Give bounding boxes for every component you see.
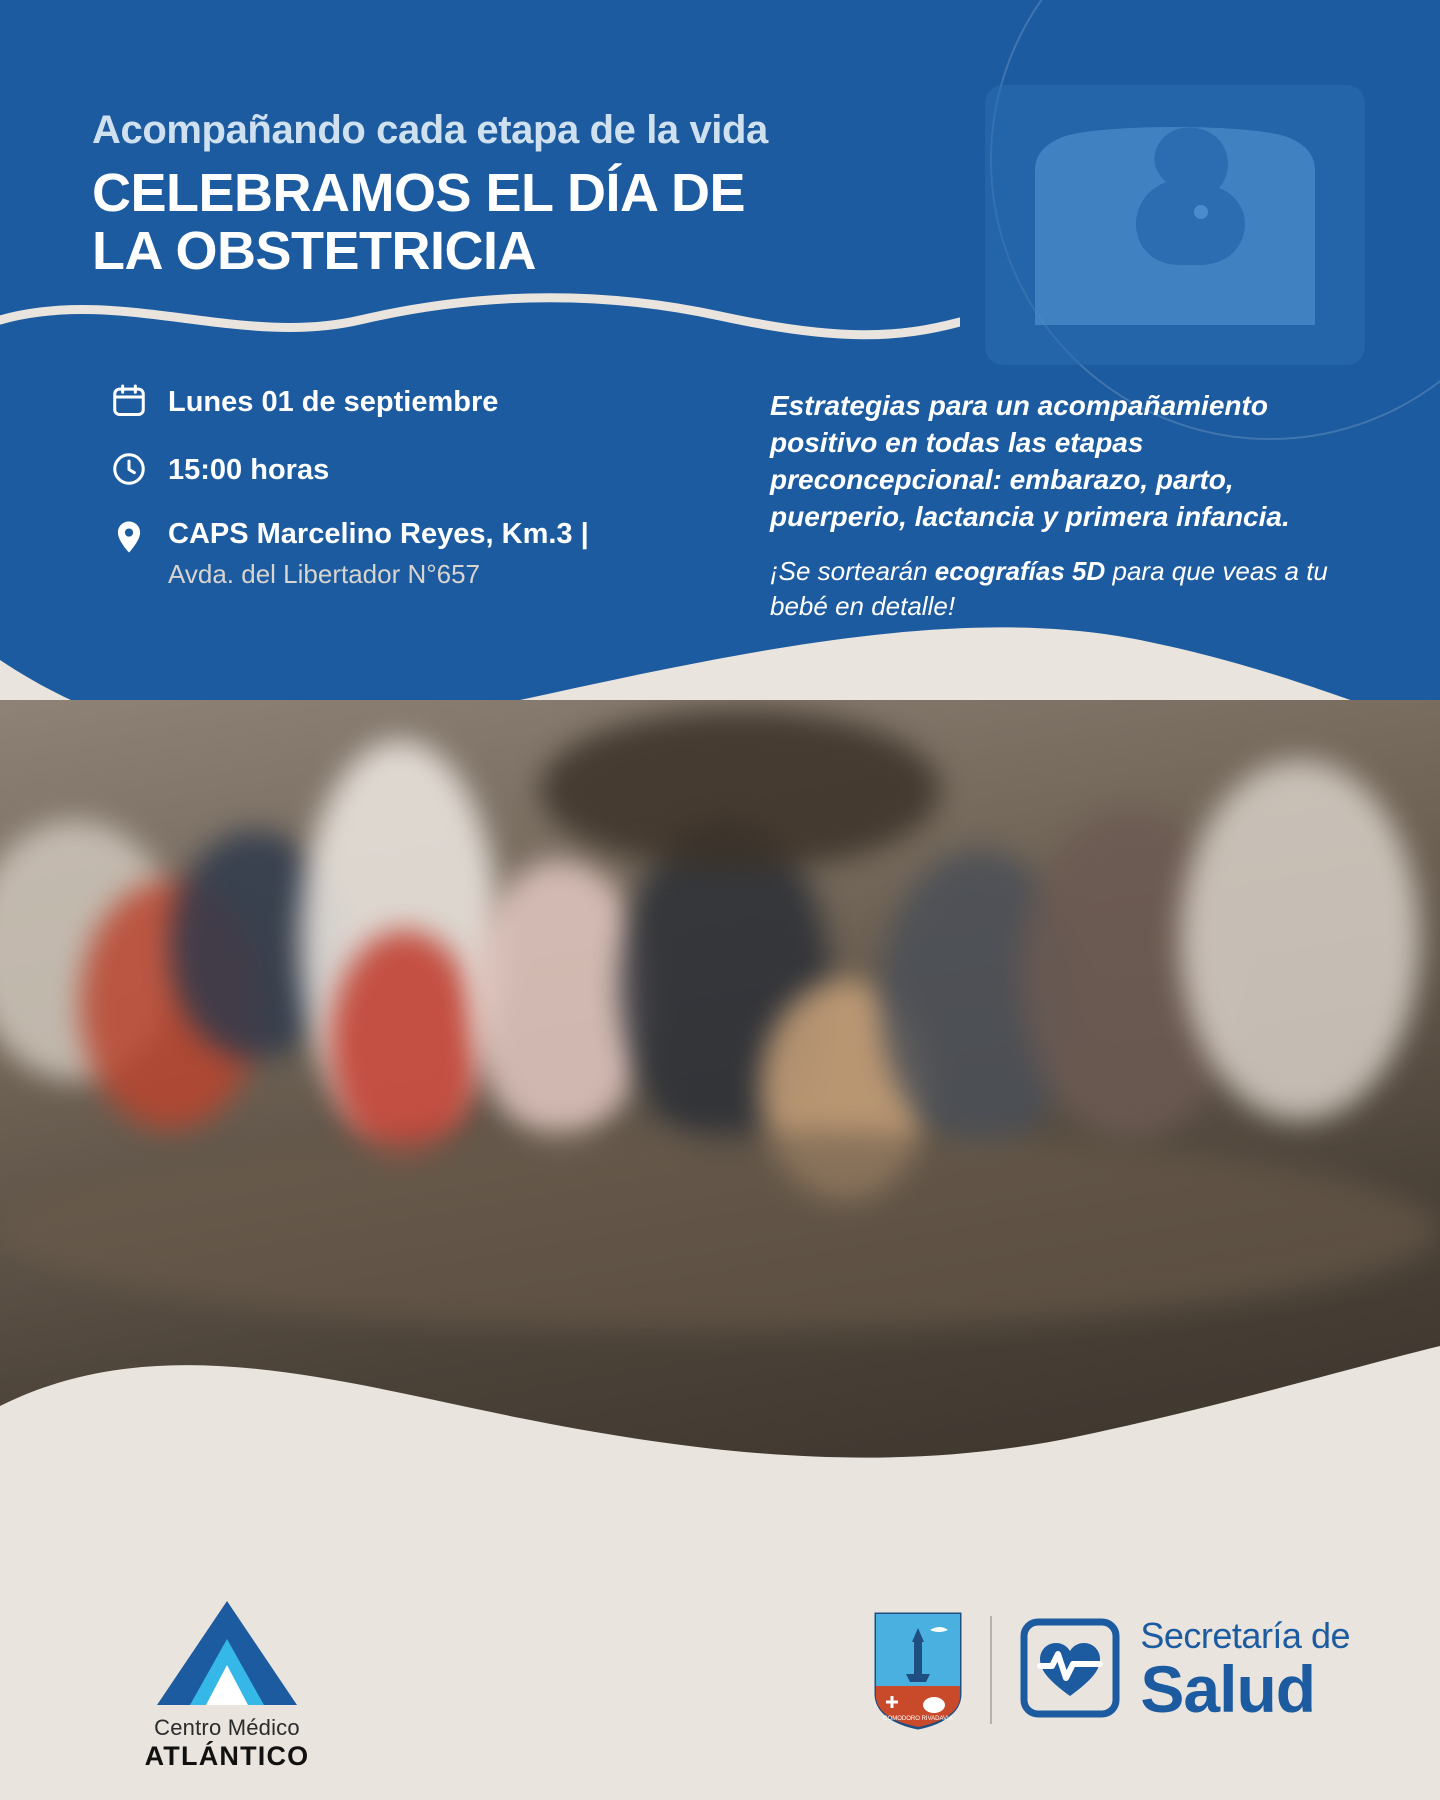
atlantico-logo-line2: ATLÁNTICO bbox=[144, 1741, 310, 1771]
description-note-suffix: para que veas a tu bebé en detalle! bbox=[770, 555, 1328, 621]
atlantico-triangle-logo bbox=[112, 1593, 342, 1711]
page-title-line1: CELEBRAMOS EL DÍA DE bbox=[92, 163, 746, 223]
detail-date-text: Lunes 01 de septiembre bbox=[168, 386, 499, 418]
calendar-icon bbox=[108, 380, 150, 422]
page-title-line2: LA OBSTETRICIA bbox=[92, 221, 536, 282]
detail-location-text: CAPS Marcelino Reyes, Km.3 | bbox=[168, 518, 589, 550]
description-note bbox=[770, 554, 1370, 624]
atlantico-logo bbox=[112, 1593, 342, 1772]
description-note-prefix: ¡Se sortearán bbox=[770, 555, 935, 586]
event-photo bbox=[0, 700, 1440, 1500]
ultrasound-icon bbox=[975, 75, 1375, 375]
footer-divider bbox=[990, 1616, 992, 1724]
atlantico-logo-line1: Centro Médico bbox=[154, 1715, 300, 1740]
kicker-text: Acompañando cada etapa de la vida bbox=[92, 108, 768, 152]
detail-location bbox=[108, 516, 668, 592]
heart-pulse-icon bbox=[1018, 1616, 1122, 1725]
description-block bbox=[770, 388, 1370, 623]
header-panel bbox=[0, 0, 1440, 790]
detail-time bbox=[108, 448, 668, 490]
description-note-bold: ecografías 5D bbox=[934, 555, 1106, 586]
svg-text:COMODORO RIVADAVIA: COMODORO RIVADAVIA bbox=[883, 1716, 954, 1722]
secretaria-line2: Salud bbox=[1140, 1652, 1316, 1726]
wave-divider bbox=[0, 292, 960, 348]
detail-date bbox=[108, 380, 668, 422]
footer bbox=[0, 1500, 1440, 1800]
detail-location-sub: Avda. del Libertador N°657 bbox=[168, 559, 481, 590]
page-title bbox=[92, 164, 952, 281]
event-details bbox=[108, 380, 668, 618]
secretaria-line1: Secretaría de bbox=[1140, 1615, 1350, 1656]
clock-icon bbox=[108, 448, 150, 490]
comodoro-rivadavia-shield bbox=[872, 1610, 964, 1730]
secretaria-salud-logo bbox=[1018, 1616, 1350, 1725]
footer-right-logos bbox=[872, 1610, 1350, 1730]
detail-time-text: 15:00 horas bbox=[168, 454, 330, 486]
header-text-block bbox=[92, 108, 952, 281]
photo-bottom-wave bbox=[0, 1286, 1440, 1500]
secretaria-salud-text bbox=[1140, 1615, 1350, 1726]
description-lead: Estrategias para un acompañamiento positivo en todas las etapas preconcepcional: embarazo, parto, puerperio, lactancia y primera infancia. bbox=[770, 390, 1290, 532]
location-pin-icon bbox=[108, 516, 150, 558]
detail-location-block bbox=[168, 516, 589, 592]
